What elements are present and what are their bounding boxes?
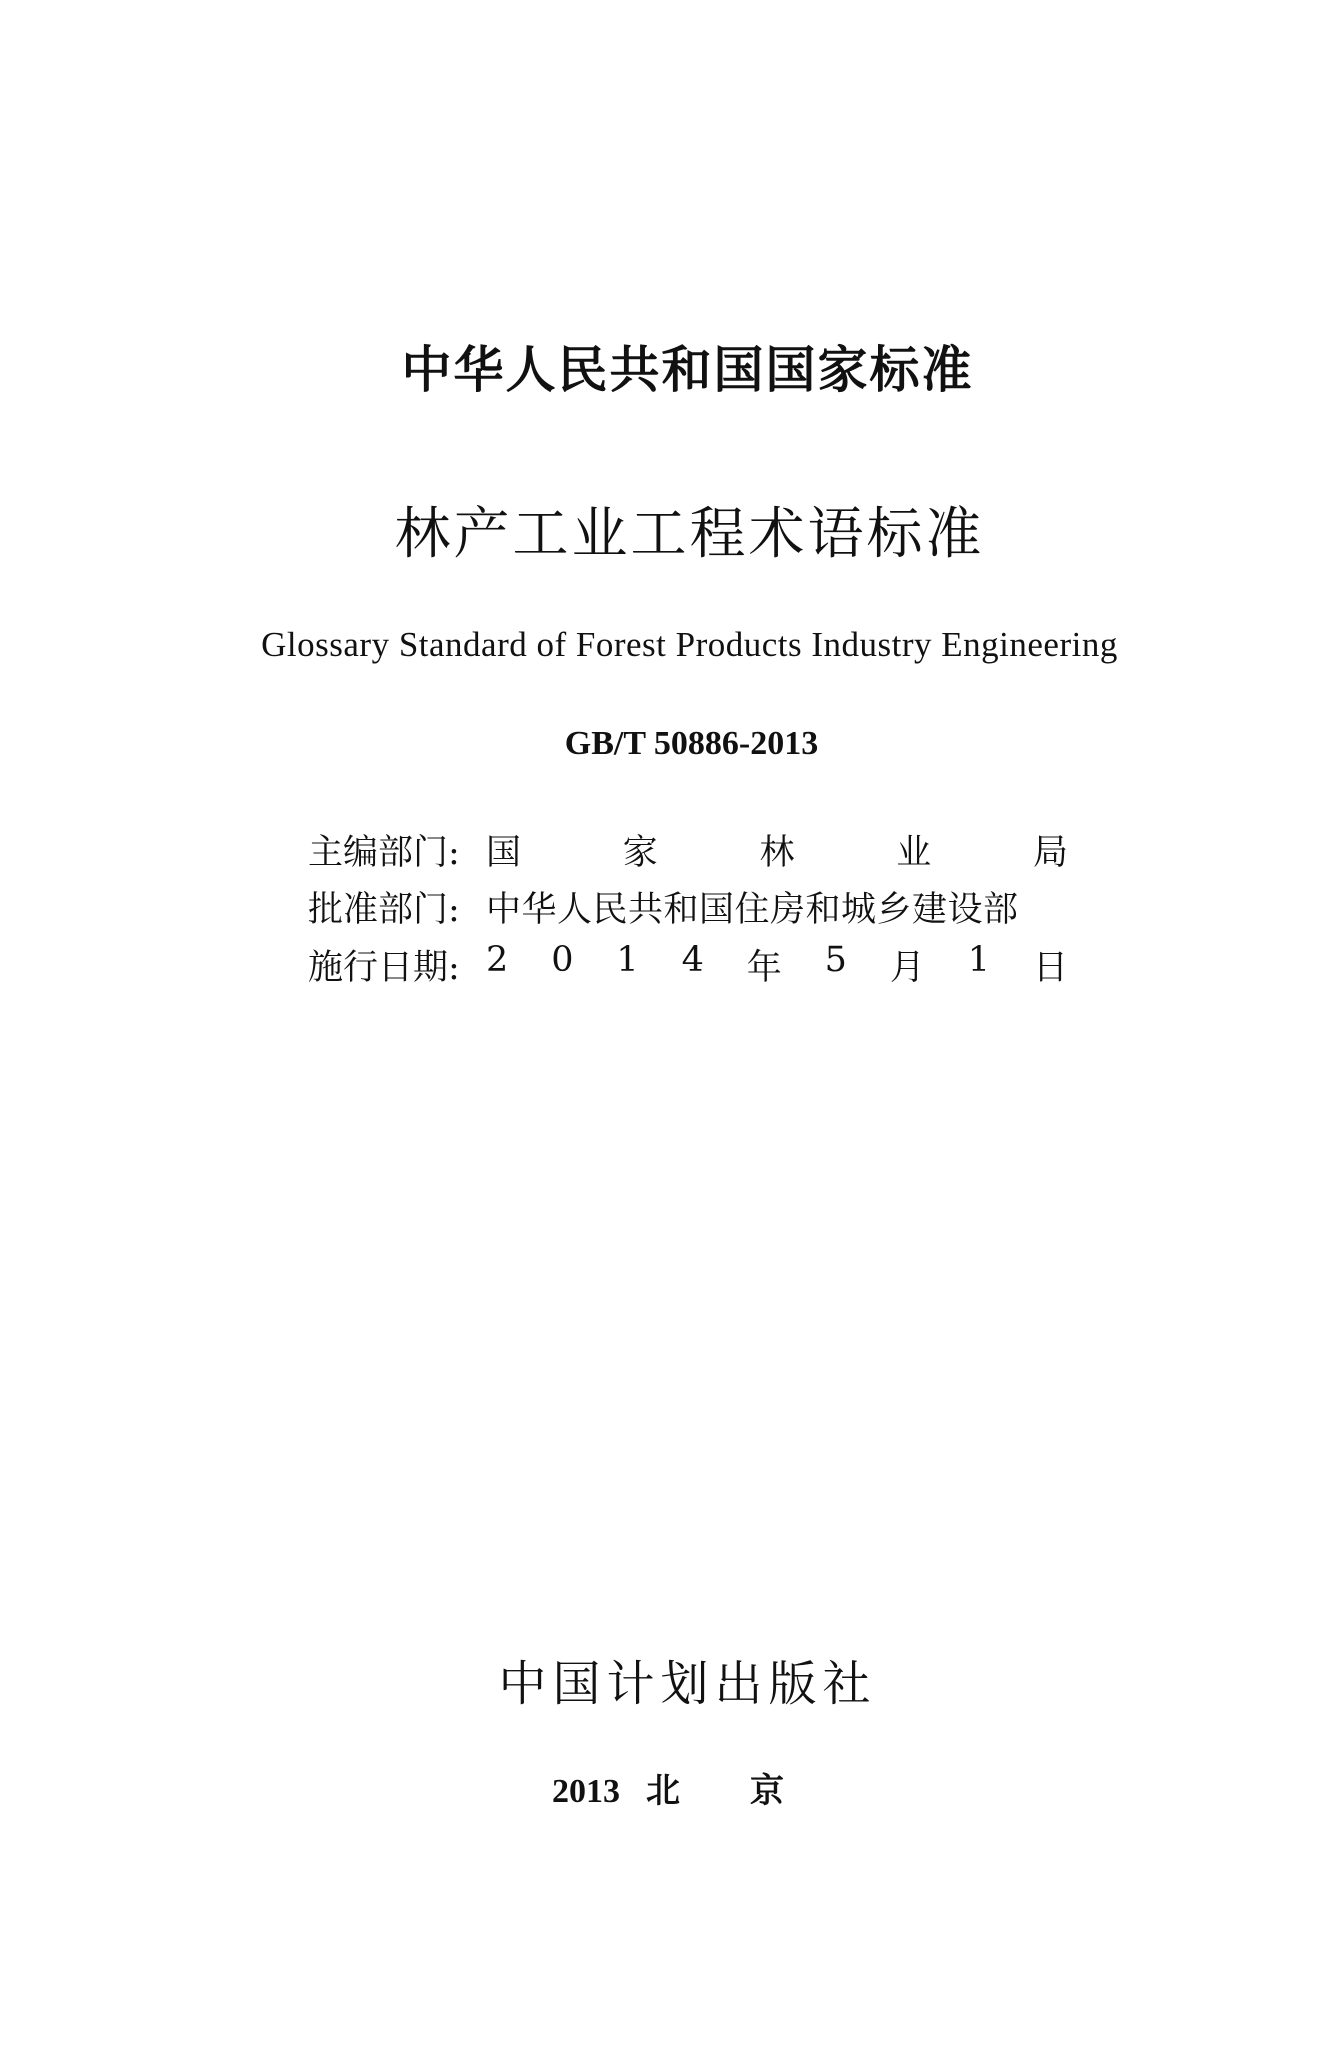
editor-department-row — [308, 825, 1068, 875]
editor-char: 业 — [896, 833, 932, 873]
approval-department-value: 中华人民共和国住房和城乡建设部 — [486, 890, 1019, 930]
national-standard-heading: 中华人民共和国国家标准 — [401, 341, 974, 399]
date-char: 1 — [616, 940, 639, 980]
publication-city-char: 京 — [750, 1771, 784, 1811]
effective-date-value — [486, 940, 1068, 990]
publisher-name: 中国计划出版社 — [498, 1656, 877, 1712]
editor-department-value — [486, 825, 1068, 875]
editor-char: 局 — [1032, 833, 1068, 873]
approval-department-label: 批准部门: — [308, 890, 460, 930]
standard-code: GB/T 50886-2013 — [564, 725, 819, 762]
document-title-chinese: 林产工业工程术语标准 — [394, 502, 985, 567]
date-char: 1 — [967, 940, 991, 980]
date-char: 2 — [486, 940, 509, 980]
date-char: 4 — [681, 940, 704, 980]
effective-date-label: 施行日期: — [308, 948, 460, 988]
date-char: 0 — [551, 940, 574, 980]
date-char: 年 — [746, 948, 782, 988]
editor-char: 林 — [759, 833, 795, 873]
date-char: 月 — [889, 948, 925, 988]
editor-char: 家 — [622, 833, 658, 873]
publication-year: 2013 — [552, 1773, 620, 1810]
effective-date-row — [308, 940, 1068, 990]
editor-department-label: 主编部门: — [308, 833, 460, 873]
approval-department-row — [308, 882, 1068, 932]
publication-year-place — [552, 1763, 784, 1812]
editor-char: 国 — [486, 833, 522, 873]
date-char: 5 — [824, 940, 847, 980]
date-char: 日 — [1032, 948, 1068, 988]
document-title-english: Glossary Standard of Forest Products Industry Engineering — [261, 625, 1118, 664]
publication-city-char: 北 — [646, 1771, 680, 1811]
